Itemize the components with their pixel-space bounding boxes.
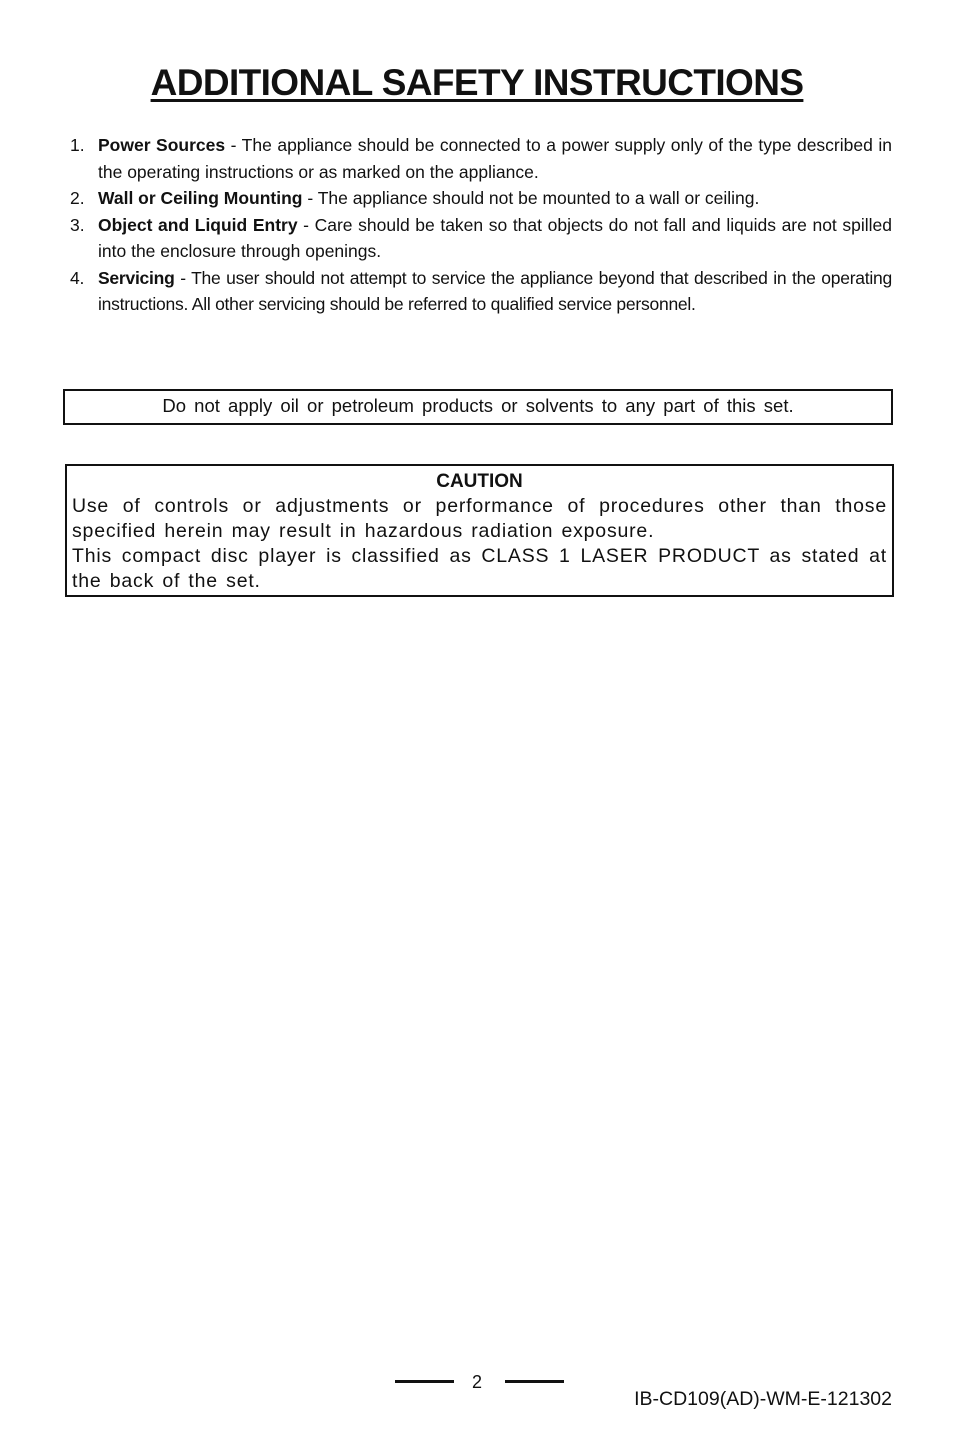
caution-paragraph: This compact disc player is classified as CLASS 1 LASER PRODUCT as stated at the back of the set. [72,545,887,592]
caution-title: CAUTION [436,471,523,492]
footer-rule-right [505,1380,564,1383]
item-text: - The appliance should not be mounted to a wall or ceiling. [302,188,760,208]
item-number: 4. [70,267,85,288]
list-item [70,212,892,265]
item-number: 3. [70,214,85,235]
caution-box [65,464,894,597]
item-number: 1. [70,135,85,155]
oil-notice-box: Do not apply oil or petroleum products or solvents to any part of this set. [63,389,893,425]
page-title: ADDITIONAL SAFETY INSTRUCTIONS [150,62,804,103]
item-text: - The appliance should be connected to a power supply only of the type described in the operating instructions or as marked on the appliance. [98,135,892,182]
list-item [70,265,892,318]
footer-rule-left [395,1380,454,1383]
safety-instructions-list [70,132,892,318]
item-heading: Object and Liquid Entry [98,214,298,235]
list-item [70,185,892,212]
item-text: - The user should not attempt to service the appliance beyond that described in the operating instructions. All other servicing should be referred to qualified service personnel. [98,267,892,314]
item-text: - Care should be taken so that objects do not fall and liquids are not spilled into the enclosure through openings. [98,214,892,261]
item-heading: Power Sources [98,135,226,155]
list-item [70,132,892,185]
document-code: IB-CD109(AD)-WM-E-121302 [634,1388,892,1410]
caution-paragraph: Use of controls or adjustments or performance of procedures other than those specified herein may result in hazardous radiation exposure. [72,495,887,542]
item-number: 2. [70,188,85,208]
item-heading: Servicing [98,267,175,288]
item-heading: Wall or Ceiling Mounting [98,188,303,208]
page-number: 2 [471,1372,482,1392]
